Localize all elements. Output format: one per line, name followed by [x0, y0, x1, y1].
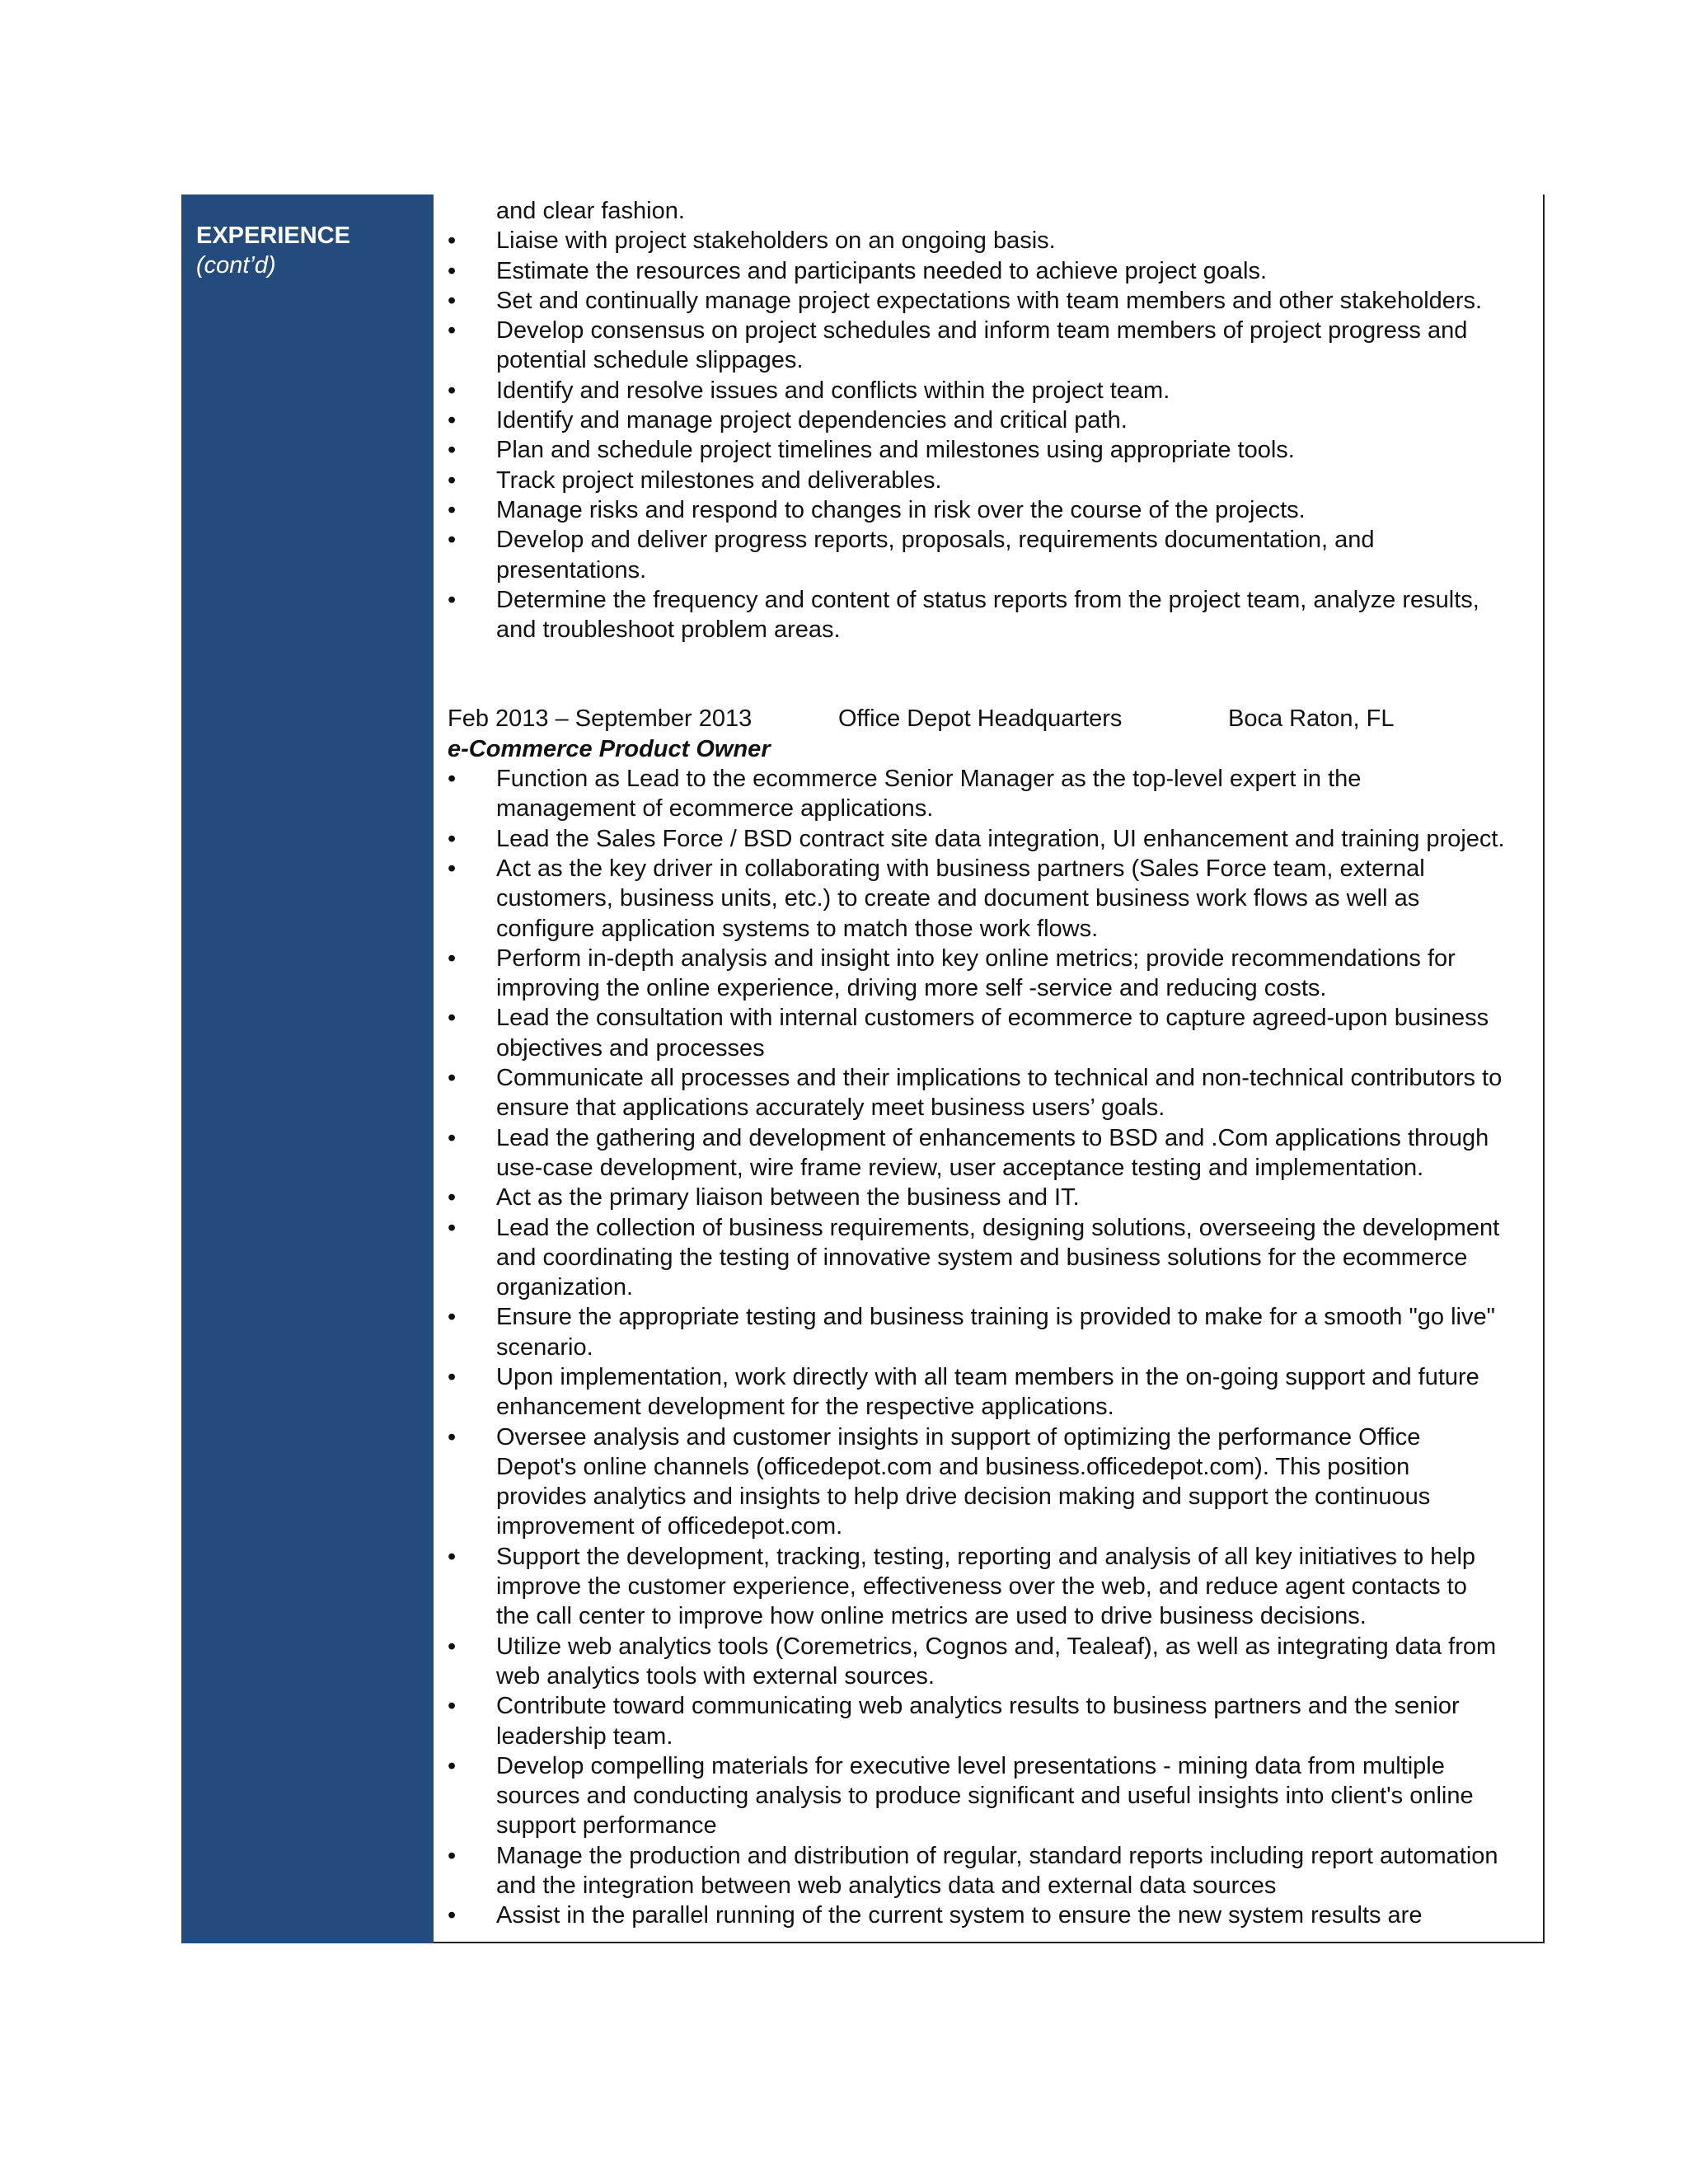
bullet-text: Identify and resolve issues and conflicts within the project team.	[496, 377, 1170, 404]
bullet-icon: •	[448, 527, 457, 554]
bullet-line	[448, 1811, 1536, 1840]
bullet-item	[448, 1751, 1536, 1841]
section-title: EXPERIENCE	[196, 223, 350, 249]
bullet-item	[448, 286, 1536, 316]
bullet-line	[448, 1452, 1536, 1482]
bullet-line	[448, 973, 1536, 1003]
bullet-icon: •	[448, 586, 457, 613]
bullet-icon: •	[448, 1005, 457, 1032]
bullet-text: Determine the frequency and content of status reports from the project team, analyze results,	[496, 586, 1479, 613]
bullet-icon: •	[448, 1065, 457, 1092]
bullet-text: Manage the production and distribution of regular, standard reports including report automation	[496, 1842, 1498, 1869]
bullet-text: the call center to improve how online metrics are used to drive business decisions.	[496, 1603, 1367, 1630]
bullet-line	[448, 1243, 1536, 1272]
bullet-line	[448, 1632, 1536, 1661]
bullet-item	[448, 316, 1536, 376]
bullet-text: improve the customer experience, effectiveness over the web, and reduce agent contacts to	[496, 1573, 1467, 1601]
bullet-line	[448, 1392, 1536, 1422]
bullet-item	[448, 1183, 1536, 1212]
bullet-line	[448, 1033, 1536, 1063]
bullet-text: Assist in the parallel running of the current system to ensure the new system results are	[496, 1902, 1423, 1929]
bullet-line	[448, 1511, 1536, 1541]
bullet-text: scenario.	[496, 1333, 593, 1361]
bullet-item	[448, 495, 1536, 525]
bullet-item	[448, 585, 1536, 645]
bullet-line	[448, 1601, 1536, 1631]
bullet-line	[448, 1003, 1536, 1033]
bullet-line	[448, 764, 1536, 794]
bullet-text: configure application systems to match those work flows.	[496, 915, 1099, 942]
bullet-icon: •	[448, 227, 457, 255]
bullet-line	[448, 1093, 1536, 1122]
bullet-line	[448, 345, 1536, 375]
bullet-line	[448, 1123, 1536, 1153]
bullet-line	[448, 1751, 1536, 1781]
bullet-item	[448, 435, 1536, 465]
continued-text: and clear fashion.	[496, 198, 685, 224]
bullet-item	[448, 466, 1536, 495]
bullet-text: Develop and deliver progress reports, proposals, requirements documentation, and	[496, 527, 1375, 554]
bullet-text: Liaise with project stakeholders on an ongoing basis.	[496, 227, 1056, 255]
bullet-line	[448, 1153, 1536, 1183]
bullet-text: potential schedule slippages.	[496, 347, 804, 374]
bullet-item	[448, 764, 1536, 824]
bullet-text: enhancement development for the respective applications.	[496, 1394, 1114, 1421]
bullet-line	[448, 944, 1536, 973]
bullet-line	[448, 1781, 1536, 1811]
bullet-text: management of ecommerce applications.	[496, 795, 934, 823]
bullet-item	[448, 405, 1536, 435]
bullet-text: Plan and schedule project timelines and milestones using appropriate tools.	[496, 437, 1295, 464]
bullet-item	[448, 1213, 1536, 1303]
bullet-item	[448, 1542, 1536, 1632]
bullet-text: Identify and manage project dependencies and critical path.	[496, 407, 1128, 434]
bullet-icon: •	[448, 437, 457, 464]
bullet-item	[448, 1003, 1536, 1063]
bullet-line	[448, 1871, 1536, 1900]
bullet-line	[448, 883, 1536, 913]
bullet-line	[448, 495, 1536, 525]
bullet-line	[448, 1722, 1536, 1751]
job-responsibilities-list	[448, 764, 1536, 1931]
bullet-icon: •	[448, 287, 457, 314]
section-gap	[448, 644, 1536, 704]
bullet-item	[448, 944, 1536, 1004]
section-subtitle: (cont’d)	[196, 252, 276, 279]
bullet-text: Develop compelling materials for executive level presentations - mining data from multiple	[496, 1752, 1445, 1779]
bullet-item	[448, 1691, 1536, 1751]
bullet-item	[448, 1063, 1536, 1123]
bullet-line	[448, 1900, 1536, 1930]
bullet-line	[448, 435, 1536, 465]
bullet-text: and the integration between web analytics data and external data sources	[496, 1872, 1277, 1900]
bullet-icon: •	[448, 825, 457, 852]
job-header	[448, 704, 1536, 733]
bullet-line	[448, 1063, 1536, 1093]
job-dates: Feb 2013 – September 2013	[448, 705, 753, 733]
bullet-text: Lead the Sales Force / BSD contract site data integration, UI enhancement and training project.	[496, 825, 1505, 852]
bullet-text: Set and continually manage project expectations with team members and other stakeholders.	[496, 287, 1483, 314]
bullet-text: Estimate the resources and participants needed to achieve project goals.	[496, 257, 1267, 284]
bullet-line	[448, 1362, 1536, 1392]
bullet-item	[448, 1841, 1536, 1901]
bullet-text: and troubleshoot problem areas.	[496, 616, 841, 644]
bullet-text: use-case development, wire frame review, user acceptance testing and implementation.	[496, 1154, 1424, 1181]
bullet-icon: •	[448, 317, 457, 344]
bullet-text: ensure that applications accurately meet business users’ goals.	[496, 1094, 1165, 1122]
bullet-text: Lead the gathering and development of enhancements to BSD and .Com applications through	[496, 1124, 1489, 1151]
bullet-line	[448, 615, 1536, 644]
bullet-icon: •	[448, 1752, 457, 1779]
bullet-text: presentations.	[496, 556, 647, 583]
bullet-icon: •	[448, 1184, 457, 1212]
bullet-text: Develop consensus on project schedules and inform team members of project progress and	[496, 317, 1468, 344]
bullet-line	[448, 1691, 1536, 1721]
bullet-text: customers, business units, etc.) to create and document business work flows as well as	[496, 885, 1420, 912]
bullet-line	[448, 1333, 1536, 1362]
bullet-line	[448, 1213, 1536, 1243]
job-company: Office Depot Headquarters	[838, 705, 1123, 733]
bullet-line	[448, 1272, 1536, 1302]
bullet-line	[448, 1482, 1536, 1511]
bullet-text: Lead the collection of business requirements, designing solutions, overseeing the development	[496, 1214, 1500, 1241]
bullet-icon: •	[448, 1124, 457, 1151]
bullet-item	[448, 1362, 1536, 1422]
bullet-line	[448, 1302, 1536, 1332]
bullet-icon: •	[448, 1902, 457, 1929]
bullet-icon: •	[448, 1423, 457, 1451]
bullet-line	[448, 525, 1536, 555]
bullet-line	[448, 1542, 1536, 1572]
bullet-line	[448, 914, 1536, 944]
bullet-text: sources and conducting analysis to produce significant and useful insights into client's online	[496, 1783, 1474, 1810]
bullet-icon: •	[448, 377, 457, 404]
bullet-text: Manage risks and respond to changes in risk over the course of the projects.	[496, 496, 1306, 523]
bullet-item	[448, 1900, 1536, 1930]
bullet-line	[448, 1572, 1536, 1601]
bullet-line	[448, 286, 1536, 316]
bullet-text: improvement of officedepot.com.	[496, 1513, 843, 1540]
bullet-line	[448, 256, 1536, 286]
bullet-icon: •	[448, 1304, 457, 1331]
bullet-line	[448, 1841, 1536, 1871]
bullet-text: Upon implementation, work directly with all team members in the on-going support and future	[496, 1363, 1479, 1390]
bullet-line	[448, 405, 1536, 435]
bullet-icon: •	[448, 1693, 457, 1720]
bullet-icon: •	[448, 407, 457, 434]
bullet-line	[448, 1422, 1536, 1452]
bullet-text: Support the development, tracking, testing, reporting and analysis of all key initiatives to help	[496, 1543, 1476, 1570]
experience-content	[448, 196, 1536, 1931]
bullet-icon: •	[448, 766, 457, 793]
bullet-item	[448, 1302, 1536, 1362]
bullet-text: Communicate all processes and their implications to technical and non-technical contributors to	[496, 1065, 1503, 1092]
bullet-line	[448, 555, 1536, 585]
previous-role-list	[448, 196, 1536, 644]
bullet-item	[448, 824, 1536, 854]
bullet-text: improving the online experience, driving more self -service and reducing costs.	[496, 975, 1327, 1002]
bullet-line	[448, 316, 1536, 345]
bullet-text: Perform in-depth analysis and insight into key online metrics; provide recommendations for	[496, 944, 1456, 972]
bullet-line	[448, 794, 1536, 823]
bullet-line	[448, 376, 1536, 405]
bullet-text: provides analytics and insights to help drive decision making and support the continuous	[496, 1483, 1431, 1511]
bullet-text: Track project milestones and deliverables.	[496, 466, 942, 494]
bullet-item	[448, 1422, 1536, 1542]
bullet-text: objectives and processes	[496, 1034, 765, 1062]
bullet-item	[448, 854, 1536, 944]
bullet-icon: •	[448, 1543, 457, 1570]
bullet-icon: •	[448, 1363, 457, 1390]
bullet-icon: •	[448, 466, 457, 494]
bullet-line	[448, 1661, 1536, 1691]
bullet-line	[448, 585, 1536, 615]
bullet-text: Lead the consultation with internal customers of ecommerce to capture agreed-upon business	[496, 1005, 1489, 1032]
bullet-icon: •	[448, 944, 457, 972]
bullet-item	[448, 525, 1536, 585]
bullet-item	[448, 1632, 1536, 1692]
bullet-icon: •	[448, 1842, 457, 1869]
job-location: Boca Raton, FL	[1228, 705, 1395, 733]
bullet-line	[448, 824, 1536, 854]
bullet-text: leadership team.	[496, 1722, 673, 1750]
bullet-text: web analytics tools with external sources.	[496, 1662, 935, 1690]
bullet-line	[448, 854, 1536, 883]
bullet-text: Act as the key driver in collaborating with business partners (Sales Force team, external	[496, 855, 1425, 882]
bullet-item	[448, 376, 1536, 405]
bullet-icon: •	[448, 1214, 457, 1241]
bullet-item	[448, 226, 1536, 255]
bullet-line	[448, 226, 1536, 255]
bullet-line	[448, 466, 1536, 495]
bullet-text: support performance	[496, 1812, 717, 1840]
bullet-text: Oversee analysis and customer insights in support of optimizing the performance Office	[496, 1423, 1421, 1451]
bullet-icon: •	[448, 1633, 457, 1660]
bullet-icon: •	[448, 496, 457, 523]
bullet-icon: •	[448, 257, 457, 284]
bullet-text: Depot's online channels (officedepot.com and business.officedepot.com). This position	[496, 1453, 1410, 1480]
section-sidebar	[181, 194, 434, 1943]
bullet-text: Utilize web analytics tools (Coremetrics, Cognos and, Tealeaf), as well as integrating data from	[496, 1633, 1497, 1660]
bullet-text: Function as Lead to the ecommerce Senior Manager as the top-level expert in the	[496, 766, 1362, 793]
bullet-item	[448, 256, 1536, 286]
bullet-line	[448, 1183, 1536, 1212]
bullet-text: Contribute toward communicating web analytics results to business partners and the senior	[496, 1693, 1460, 1720]
bullet-text: and coordinating the testing of innovative system and business solutions for the ecommerce	[496, 1244, 1468, 1271]
job-title: e-Commerce Product Owner	[448, 735, 771, 762]
bullet-icon: •	[448, 855, 457, 882]
bullet-item	[448, 1123, 1536, 1183]
bullet-text: Act as the primary liaison between the business and IT.	[496, 1184, 1080, 1212]
bullet-text: organization.	[496, 1274, 634, 1301]
bullet-text: Ensure the appropriate testing and business training is provided to make for a smooth "go live"	[496, 1304, 1495, 1331]
